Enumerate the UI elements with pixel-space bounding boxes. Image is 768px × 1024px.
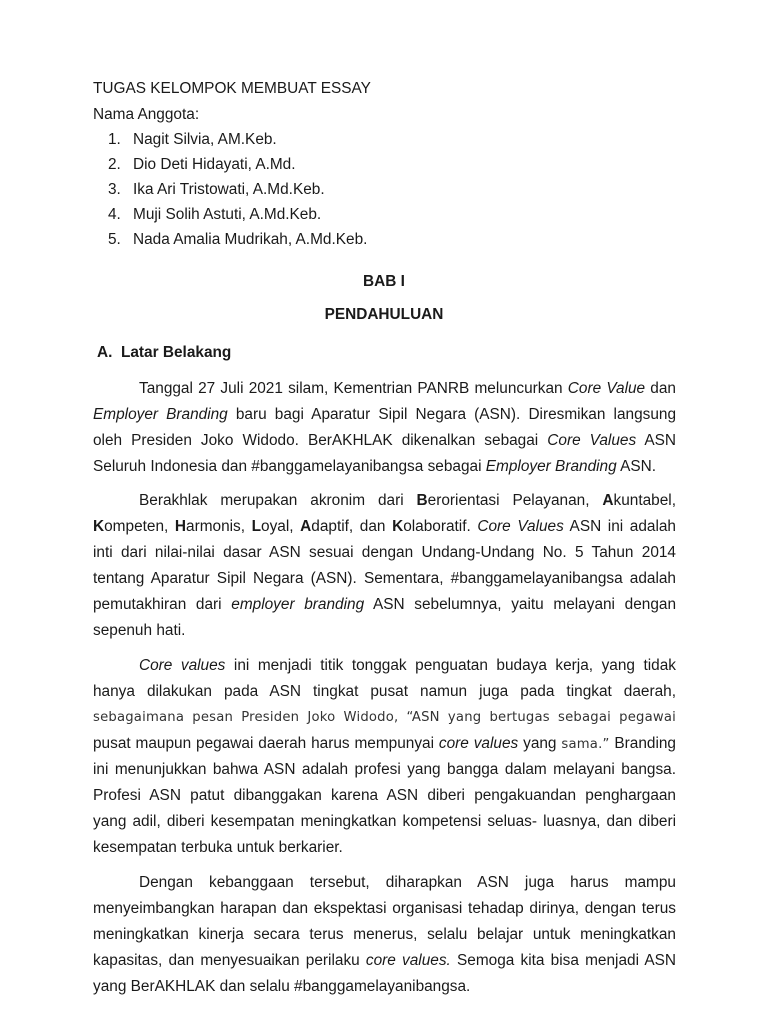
paragraph-line: sebagaimana pesan Presiden Joko Widodo, “ASN yang bertugas sebagai pegawai — [93, 710, 676, 725]
paragraph-line: meningkatkan kinerja secara terus menerus, selalu belajar untuk meningkatkan — [93, 926, 676, 943]
chapter-number: BAB I — [363, 273, 405, 290]
paragraph-line: Dengan kebanggaan tersebut, diharapkan ASN juga harus mampu — [139, 874, 676, 891]
paragraph-line: hanya dilakukan pada ASN tingkat pusat namun juga pada tingkat daerah, — [93, 683, 676, 700]
paragraph-line: Seluruh Indonesia dan #banggamelayanibangsa sebagai Employer Branding ASN. — [93, 458, 657, 475]
paragraph-line: yang adil, diberi kesempatan meningkatkan kompetensi seluas- luasnya, dan diberi — [93, 813, 676, 830]
paragraph-line: kesempatan terbuka untuk berkarier. — [93, 839, 343, 856]
assignment-title: TUGAS KELOMPOK MEMBUAT ESSAY — [93, 80, 371, 97]
paragraph-line: Kompeten, Harmonis, Loyal, Adaptif, dan Kolaboratif. Core Values ASN ini adalah — [93, 518, 676, 535]
paragraph-line: Employer Branding baru bagi Aparatur Sipil Negara (ASN). Diresmikan langsung — [93, 406, 677, 423]
paragraph-line: pemutakhiran dari employer branding ASN sebelumnya, yaitu melayani dengan — [93, 596, 677, 613]
document-page: TUGAS KELOMPOK MEMBUAT ESSAY Nama Anggota: 1. Nagit Silvia, AM.Keb. 2. Dio Deti Hidayati, A.Md. 3. Ika Ari Tristowati, A.Md.Keb. 4. Muji Solih Astuti, A.Md.Keb. 5. Nada Amalia Mudrikah, A.Md.Keb. BAB I PENDAHULUAN A. Latar Belakang Tanggal 27 Juli 2021 silam, Kementrian PANRB meluncurkan Core Value dan Employer Branding baru bagi Aparatur Sipil Negara (ASN). Diresmikan langsung oleh Presiden Joko Widodo. BerAKHLAK dikenalkan sebagai Core Values ASN Seluruh Indonesia dan #banggamelayanibangsa sebagai Employer Branding ASN. Berakhlak merupakan akronim dari Berorientasi Pelayanan, Akuntabel, Kompeten, Harmonis, Loyal, Adaptif, dan Kolaboratif. Core Values ASN ini adalah inti dari nilai-nilai dasar ASN sesuai dengan Undang-Undang No. 5 Tahun 2014 tentang Aparatur Sipil Negara (ASN). Sementara, #banggamelayanibangsa adalah pemutakhiran dari employer branding ASN sebelumnya, yaitu melayani dengan sepenuh hati. Core values ini menjadi titik tonggak penguatan budaya kerja, yang tidak hanya dilakukan pada ASN tingkat pusat namun juga pada tingkat daerah, sebagaimana pesan Presiden Joko Widodo, “ASN yang bertugas sebagai pegawai pusat maupun pegawai daerah harus mempunyai core values yang sama.” Branding ini menunjukkan bahwa ASN adalah profesi yang bangga dalam melayani bangsa. Profesi ASN patut dibanggakan karena ASN diberi pengakuandan penghargaan yang adil, diberi kesempatan meningkatkan kompetensi seluas- luasnya, dan diberi kesempatan terbuka untuk berkarier. Dengan kebanggaan tersebut, diharapkan ASN juga harus mampu menyeimbangkan harapan dan ekspektasi organisasi tehadap dirinya, dengan terus meningkatkan kinerja secara terus menerus, selalu belajar untuk meningkatkan kapasitas, dan menyesuaikan perilaku core values. Semoga kita bisa menjadi ASN yang BerAKHLAK dan selalu #banggamelayanibangsa. — [0, 0, 768, 1024]
paragraph-line: inti dari nilai-nilai dasar ASN sesuai dengan Undang-Undang No. 5 Tahun 2014 — [93, 544, 676, 561]
paragraph-line: Tanggal 27 Juli 2021 silam, Kementrian PANRB meluncurkan Core Value dan — [139, 380, 676, 397]
paragraph-line: Berakhlak merupakan akronim dari Berorientasi Pelayanan, Akuntabel, — [139, 492, 676, 509]
section-title: Latar Belakang — [120, 344, 232, 361]
paragraph-line: tentang Aparatur Sipil Negara (ASN). Sementara, #banggamelayanibangsa adalah — [93, 570, 676, 587]
paragraph-line: ini menunjukkan bahwa ASN adalah profesi yang bangga dalam melayani bangsa. — [93, 761, 676, 778]
chapter-title: PENDAHULUAN — [324, 306, 444, 323]
paragraph-line: sepenuh hati. — [93, 622, 186, 639]
members-label: Nama Anggota: — [93, 106, 200, 123]
paragraph-line: pusat maupun pegawai daerah harus mempunyai core values yang sama.” Branding — [93, 735, 676, 752]
paragraph-line: oleh Presiden Joko Widodo. BerAKHLAK dikenalkan sebagai Core Values ASN — [93, 432, 676, 449]
paragraph-line: Profesi ASN patut dibanggakan karena ASN diberi pengakuandan penghargaan — [93, 787, 676, 804]
paragraph-line: Core values ini menjadi titik tonggak penguatan budaya kerja, yang tidak — [139, 657, 676, 674]
section-label: A. — [97, 344, 113, 361]
paragraph-line: kapasitas, dan menyesuaikan perilaku core values. Semoga kita bisa menjadi ASN — [93, 952, 676, 969]
paragraph-line: yang BerAKHLAK dan selalu #banggamelayanibangsa. — [93, 978, 471, 995]
paragraph-line: menyeimbangkan harapan dan ekspektasi organisasi tehadap dirinya, dengan terus — [93, 900, 676, 917]
section-heading — [97, 343, 231, 363]
